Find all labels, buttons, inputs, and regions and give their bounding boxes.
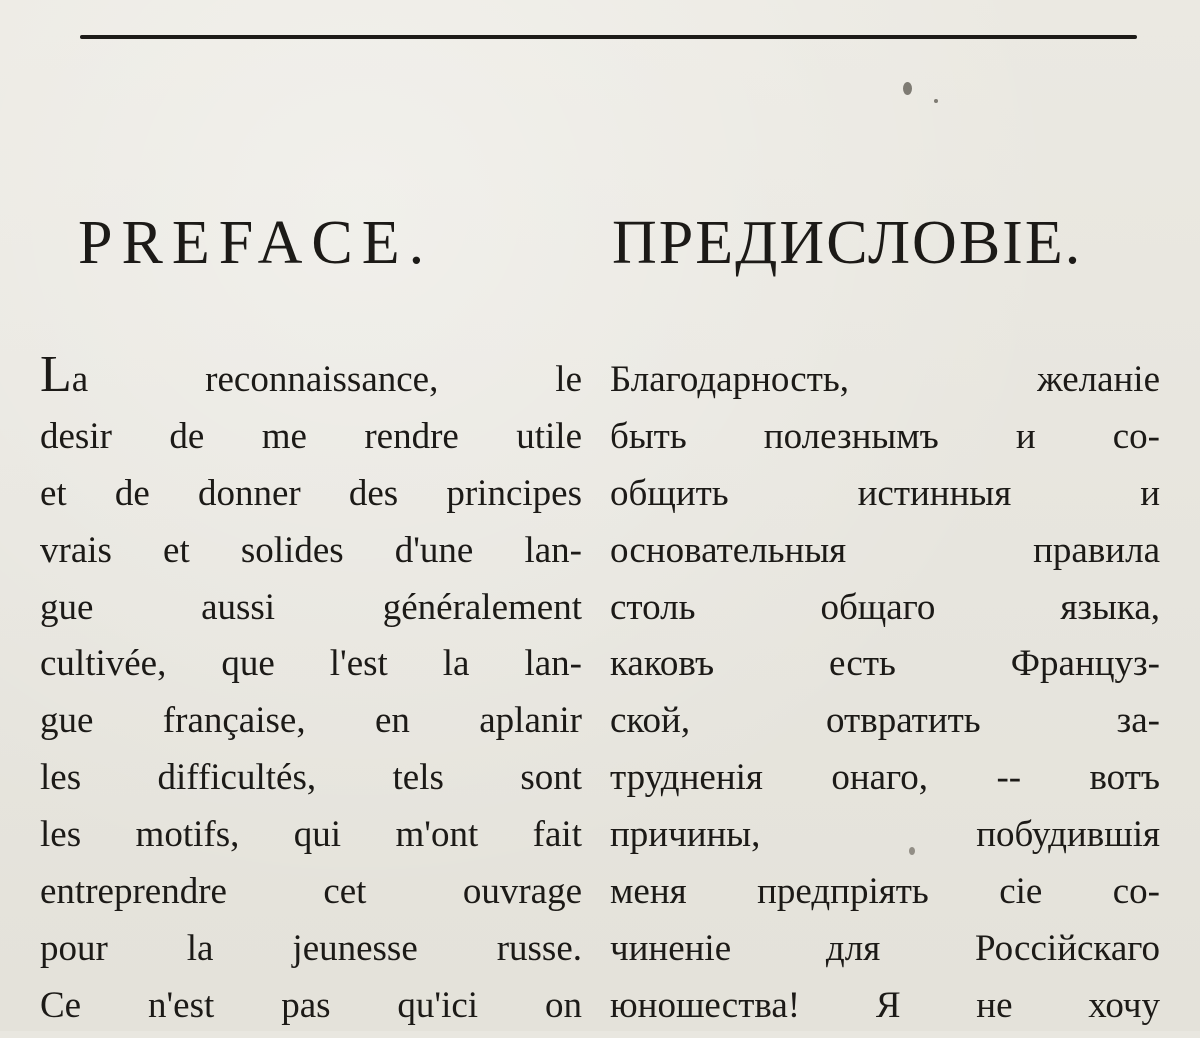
text-line: чиненіе для Россійскаго	[610, 927, 1160, 969]
text-line: pour la jeunesse russe.	[40, 927, 582, 969]
text-line: юношества! Я не хочу	[610, 984, 1160, 1026]
text-line: основательныя правила	[610, 529, 1160, 571]
text-line: общить истинныя и	[610, 472, 1160, 514]
ink-speck	[903, 82, 912, 95]
text-line: cultivée, que l'est la lan-	[40, 643, 582, 685]
text-line: меня предпріять сіе со-	[610, 871, 1160, 913]
text-line: desir de me rendre utile	[40, 415, 582, 457]
top-rule-divider	[80, 35, 1137, 39]
russian-column	[610, 355, 1160, 1038]
french-heading: PREFACE.	[78, 209, 434, 277]
text-line: быть полезнымъ и со-	[610, 415, 1160, 457]
text-line: et de donner des principes	[40, 472, 582, 514]
text-line: Благодарность, желаніе	[610, 359, 1160, 400]
russian-heading: ПРЕДИСЛОВІЕ.	[612, 209, 1083, 277]
text-line: ской, отвратить за-	[610, 700, 1160, 742]
french-column	[40, 346, 582, 1038]
text-line: entreprendre cet ouvrage	[40, 871, 582, 913]
text-line: трудненія онаго, -- вотъ	[610, 757, 1160, 799]
text-line: gue aussi généralement	[40, 586, 582, 628]
text-line: les motifs, qui m'ont fait	[40, 814, 582, 856]
text-line: Ce n'est pas qu'ici on	[40, 984, 582, 1026]
text-line: vrais et solides d'une lan-	[40, 529, 582, 571]
ink-speck	[934, 99, 938, 103]
drop-cap: L	[40, 346, 72, 403]
text-line	[40, 346, 582, 412]
text-line: столь общаго языка,	[610, 586, 1160, 628]
text-line: les difficultés, tels sont	[40, 757, 582, 799]
text-line: каковъ есть Француз-	[610, 643, 1160, 685]
text-line: причины, побудившія	[610, 814, 1160, 856]
text-line: gue française, en aplanir	[40, 700, 582, 742]
first-line-text: a reconnaissance, le	[71, 359, 582, 400]
